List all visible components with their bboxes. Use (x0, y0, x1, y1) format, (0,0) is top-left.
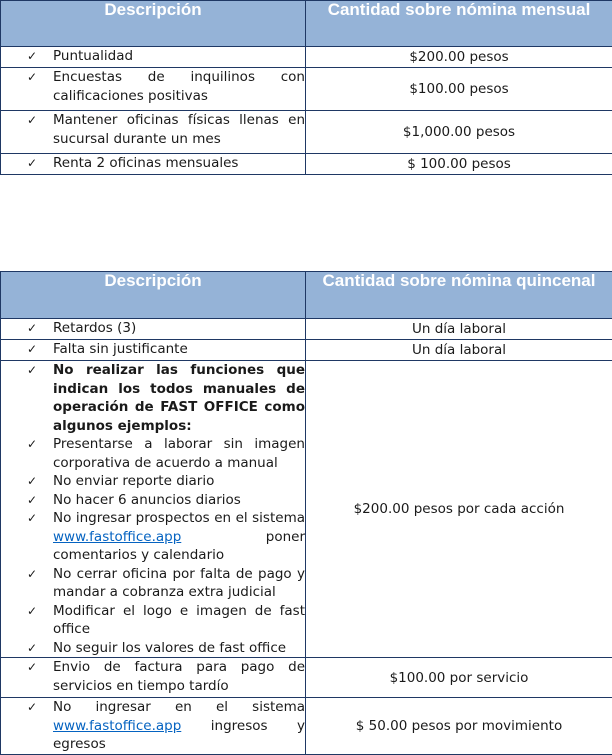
check-icon: ✓ (27, 658, 37, 677)
row-amount: $200.00 pesos por cada acción (306, 361, 612, 658)
table-row (1, 68, 612, 111)
row-label: Falta sin justificante (53, 341, 188, 357)
row-description (1, 68, 306, 111)
table-row (1, 361, 612, 658)
check-icon: ✓ (27, 472, 37, 491)
row-amount: $100.00 por servicio (306, 658, 612, 698)
monthly-bonus-table (0, 0, 612, 175)
table-row (1, 658, 612, 698)
check-icon: ✓ (27, 698, 37, 717)
row-label-cont: ingresos y egresos (53, 718, 305, 753)
list-item-cont: poner comentarios y calendario (53, 529, 305, 564)
row-description (1, 47, 306, 68)
row-amount: $ 50.00 pesos por movimiento (306, 698, 612, 755)
check-icon: ✓ (27, 68, 37, 87)
check-icon: ✓ (27, 154, 37, 173)
check-icon: ✓ (27, 509, 37, 528)
row-label: Puntualidad (53, 48, 133, 64)
table-row (1, 319, 612, 340)
row-description (1, 340, 306, 361)
row-description (1, 154, 306, 175)
list-item: No ingresar prospectos en el sistema (53, 510, 305, 526)
header-amount-monthly: Cantidad sobre nómina mensual (306, 1, 612, 47)
header-description: Descripción (1, 1, 306, 47)
row-amount: $200.00 pesos (306, 47, 612, 68)
row-amount: $ 100.00 pesos (306, 154, 612, 175)
table-row (1, 154, 612, 175)
table-row (1, 698, 612, 755)
list-item: No hacer 6 anuncios diarios (53, 492, 241, 508)
row-amount: Un día laboral (306, 340, 612, 361)
list-item: No realizar las funciones que indican los todos manuales de operación de FAST OFFICE como algunos ejemplos: (53, 362, 305, 434)
check-icon: ✓ (27, 602, 37, 621)
biweekly-deduction-table (0, 271, 612, 755)
check-icon: ✓ (27, 361, 37, 380)
check-icon: ✓ (27, 491, 37, 510)
row-description (1, 658, 306, 698)
row-amount: $1,000.00 pesos (306, 111, 612, 154)
row-amount: $100.00 pesos (306, 68, 612, 111)
check-icon: ✓ (27, 639, 37, 658)
row-label: Renta 2 oficinas mensuales (53, 155, 238, 171)
table-row (1, 111, 612, 154)
check-icon: ✓ (27, 340, 37, 359)
list-item: Presentarse a laborar sin imagen corporativa de acuerdo a manual (53, 436, 305, 471)
row-description (1, 319, 306, 340)
row-description (1, 698, 306, 755)
check-icon: ✓ (27, 47, 37, 66)
row-label: Envio de factura para pago de servicios en tiempo tardío (53, 659, 305, 694)
row-description-list (1, 361, 306, 658)
list-item: No seguir los valores de fast office (53, 640, 286, 656)
row-label: Encuestas de inquilinos con calificaciones positivas (53, 69, 305, 104)
header-amount-biweekly: Cantidad sobre nómina quincenal (306, 272, 612, 319)
check-icon: ✓ (27, 111, 37, 130)
list-item: No cerrar oficina por falta de pago y mandar a cobranza extra judicial (53, 566, 305, 601)
check-icon: ✓ (27, 565, 37, 584)
list-item: No enviar reporte diario (53, 473, 214, 489)
table-header-row (1, 1, 612, 47)
row-label: Mantener oficinas físicas llenas en sucursal durante un mes (53, 112, 305, 147)
list-item: Modificar el logo e imagen de fast office (53, 603, 305, 638)
table-row (1, 340, 612, 361)
fastoffice-link[interactable]: www.fastoffice.app (53, 529, 181, 545)
header-description: Descripción (1, 272, 306, 319)
check-icon: ✓ (27, 319, 37, 338)
table-header-row (1, 272, 612, 319)
table-row (1, 47, 612, 68)
fastoffice-link[interactable]: www.fastoffice.app (53, 718, 181, 734)
check-icon: ✓ (27, 435, 37, 454)
row-label: Retardos (3) (53, 320, 136, 336)
row-label: No ingresar en el sistema (53, 699, 305, 715)
row-description (1, 111, 306, 154)
row-amount: Un día laboral (306, 319, 612, 340)
